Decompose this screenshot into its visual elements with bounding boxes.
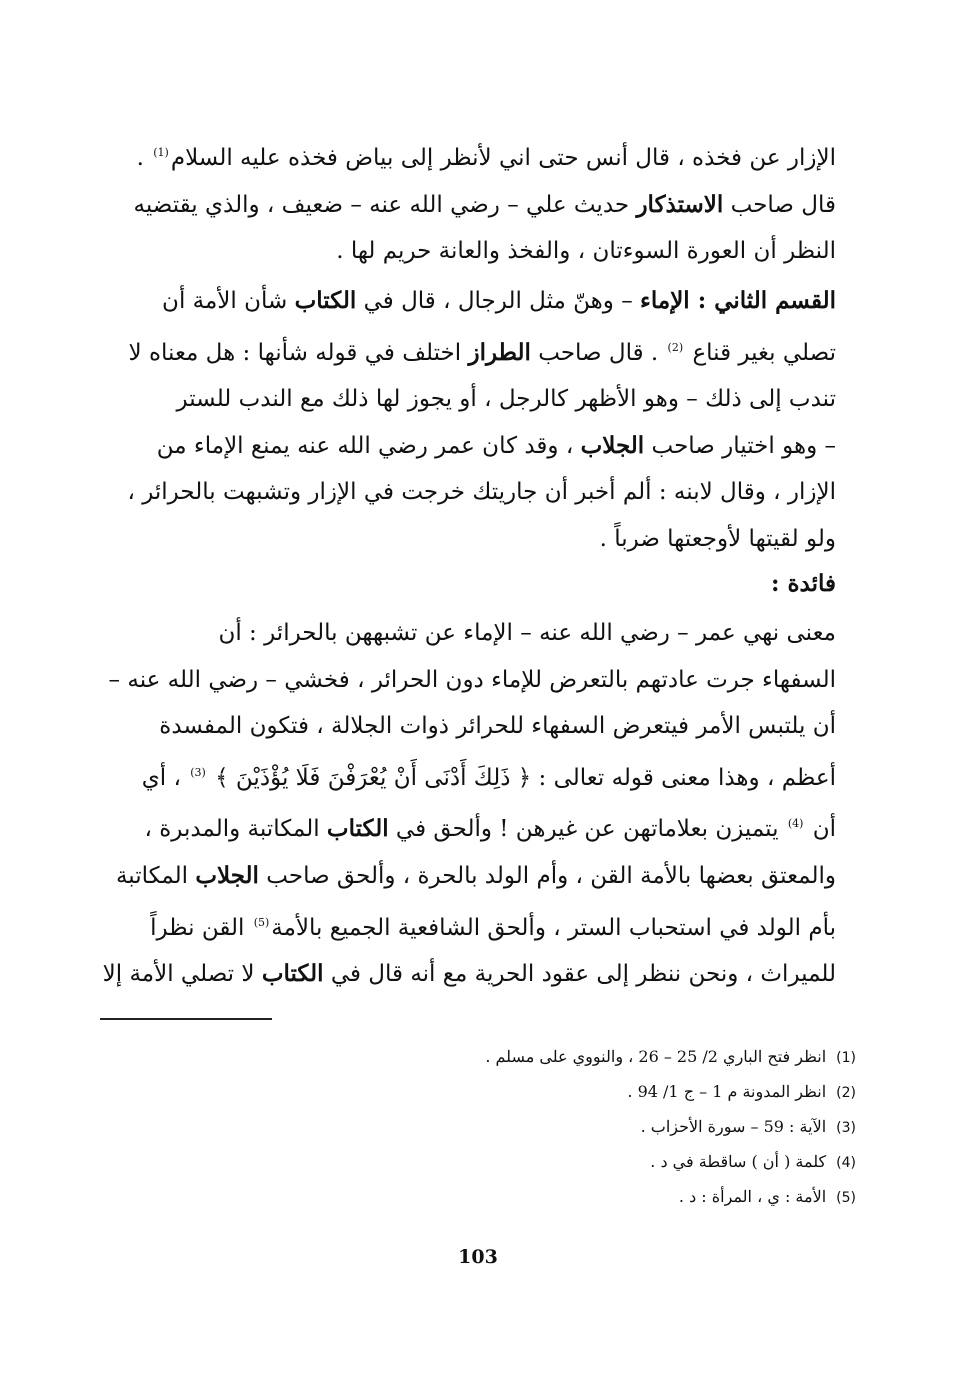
footnote	[336, 1180, 856, 1215]
text-line: الإزار ، وقال لابنه : ألم أخبر أن جاريتك خرجت في الإزار وتشبهت بالحرائر ،	[127, 479, 836, 506]
footnote-reference[interactable]: (5)	[253, 915, 270, 929]
footnote-text: الآية : 59 – سورة الأحزاب .	[640, 1117, 827, 1136]
footnote-number: (3)	[836, 1120, 856, 1136]
footnote	[336, 1110, 856, 1145]
footnotes	[336, 1040, 856, 1215]
text-line: تصلي بغير قناع $^{(2)}$ . قال صاحب الطراز اختلف في قوله شأنها : هل معناه لا	[128, 338, 836, 366]
text-line: – وهو اختيار صاحب الجلاب ، وقد كان عمر رضي الله عنه يمنع الإماء من	[156, 431, 836, 459]
footnote-reference[interactable]: (1)	[153, 146, 169, 159]
text-line: ولو لقيتها لأوجعتها ضرباً .	[599, 525, 836, 552]
footnote-reference[interactable]: (2)	[667, 340, 684, 354]
text-line: أن يلتبس الأمر فيتعرض السفهاء للحرائر ذوات الجلالة ، فتكون المفسدة	[159, 713, 836, 740]
book-title: الكتاب	[261, 960, 324, 988]
book-title: الكتاب	[326, 815, 389, 843]
footnote-number: (5)	[836, 1190, 856, 1206]
footnote	[336, 1040, 856, 1075]
footnote-number: (1)	[836, 1050, 856, 1066]
text-line: للميراث ، ونحن ننظر إلى عقود الحرية مع أنه قال في الكتاب لا تصلي الأمة إلا	[102, 960, 836, 988]
book-title: الكتاب	[294, 287, 357, 314]
book-title: الاستذكار	[636, 190, 724, 218]
text-line: القسم الثاني : الإماء – وهنّ مثل الرجال ، قال في الكتاب شأن الأمة أن	[162, 287, 836, 314]
text-line: أعظم ، وهذا معنى قوله تعالى : ﴿ ذَلِكَ أَدْنَى أَنْ يُعْرَفْنَ فَلَا يُؤْذَيْنَ ﴾ $^{(3)}$ ، أي	[141, 764, 836, 791]
text-line: بأم الولد في استحباب الستر ، وألحق الشافعية الجميع بالأمة$^{(5)}$ القن نظراً	[150, 914, 836, 941]
footnote-reference[interactable]: (4)	[787, 817, 804, 831]
paragraph-2	[98, 278, 836, 563]
footnote-number: (4)	[836, 1155, 856, 1171]
book-title: الطراز	[468, 338, 531, 366]
section-heading: فائدة :	[770, 570, 836, 597]
paragraph-3	[98, 610, 836, 998]
text-line: معنى نهي عمر – رضي الله عنه – الإماء عن تشبههن بالحرائر : أن	[218, 620, 836, 646]
paragraph-1	[98, 130, 836, 275]
section-title: القسم الثاني : الإماء	[640, 287, 836, 314]
text-line: قال صاحب الاستذكار حديث علي – رضي الله عنه – ضعيف ، والذي يقتضيه	[133, 190, 836, 218]
footnote-text: الأمة : ي ، المرأة : د .	[678, 1187, 827, 1206]
text-line: الإزار عن فخذه ، قال أنس حتى اني لأنظر إلى بياض فخذه عليه السلام$^{(1)}$ .	[136, 145, 836, 171]
footnote-text: انظر فتح الباري 2/ 25 – 26 ، والنووي على مسلم .	[485, 1047, 827, 1066]
footnote-number: (2)	[836, 1085, 856, 1101]
text-line: تندب إلى ذلك – وهو الأظهر كالرجل ، أو يجوز لها ذلك مع الندب للستر	[176, 386, 836, 413]
footnote-separator	[100, 1018, 272, 1020]
footnote-reference[interactable]: (3)	[190, 765, 206, 779]
text-line: والمعتق بعضها بالأمة القن ، وأم الولد بالحرة ، وألحق صاحب الجلاب المكاتبة	[115, 861, 836, 889]
footnote-text: انظر المدونة م 1 – ج 1/ 94 .	[627, 1082, 827, 1101]
footnote	[336, 1145, 856, 1180]
page-number: 103	[458, 1246, 498, 1268]
book-title: الجلاب	[580, 431, 645, 459]
footnote	[336, 1075, 856, 1110]
book-title: الجلاب	[195, 861, 259, 889]
text-line: النظر أن العورة السوءتان ، والفخذ والعانة حريم لها .	[336, 238, 836, 265]
footnote-text: كلمة ( أن ) ساقطة في د .	[650, 1152, 827, 1171]
text-line: أن $^{(4)}$ يتميزن بعلاماتهن عن غيرهن ! وألحق في الكتاب المكاتبة والمدبرة ،	[144, 815, 836, 843]
text-line: السفهاء جرت عادتهم بالتعرض للإماء دون الحرائر ، فخشي – رضي الله عنه –	[108, 666, 836, 693]
